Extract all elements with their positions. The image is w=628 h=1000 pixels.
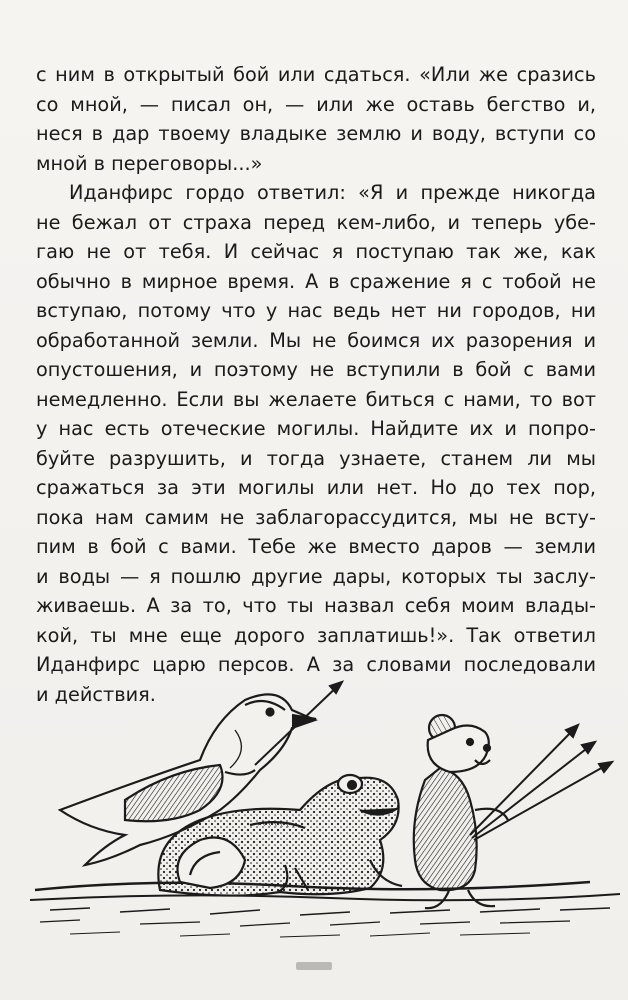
text-line: Иданфирс царю персов. А за словами последовали — [36, 653, 596, 676]
text-line: и действия. — [36, 682, 156, 706]
illustration-bird-frog-mouse-arrows — [30, 660, 620, 960]
paragraph-2 — [36, 178, 596, 709]
text-line: Иданфирс гордо ответил: «Я и прежде никогда — [69, 181, 596, 204]
text-line: пим в бой с вами. Тебе же вместо даров — земли — [36, 535, 596, 558]
text-line: со мной, — писал он, — или же оставь бегство и, — [36, 92, 596, 116]
folio-mark — [294, 958, 334, 974]
text-line: опустошения, и поэтому не вступили в бой с вами — [36, 358, 596, 381]
text-line: гаю не от тебя. И сейчас я поступаю так же, как — [36, 240, 596, 263]
text-line: живаешь. А за то, что ты назвал себя моим влады- — [36, 594, 596, 617]
text-line: не бежал от страха перед кем-либо, и теперь убе- — [36, 210, 596, 234]
text-line: кой, ты мне еще дорого заплатишь!». Так ответил — [36, 623, 596, 647]
text-line: и воды — я пошлю другие дары, которых ты заслу- — [36, 564, 596, 588]
text-line: обработанной земли. Мы не боимся их разорения и — [36, 328, 596, 352]
text-line: с ним в открытый бой или сдаться. «Или же сразись — [36, 63, 596, 86]
paragraph-1 — [36, 60, 596, 178]
text-line: вступаю, потому что у нас ведь нет ни городов, ни — [36, 299, 596, 322]
text-line: сражаться за эти могилы или нет. Но до тех пор, — [36, 476, 596, 499]
arrows-bundle-drawing — [470, 725, 612, 840]
text-line: у нас есть отеческие могилы. Найдите их и попро- — [36, 417, 596, 440]
text-line: немедленно. Если вы желаете биться с нами, то вот — [36, 387, 596, 411]
text-line: пока нам самим не заблагорассудится, мы не всту- — [36, 505, 596, 529]
body-text — [36, 60, 596, 709]
text-line: неся в дар твоему владыке землю и воду, вступи со — [36, 122, 596, 145]
text-line: мной в переговоры...» — [36, 151, 263, 175]
text-line: буйте разрушить, и тогда узнаете, станем ли мы — [36, 446, 596, 470]
text-line: обычно в мирное время. А в сражение я с тобой не — [36, 269, 596, 293]
